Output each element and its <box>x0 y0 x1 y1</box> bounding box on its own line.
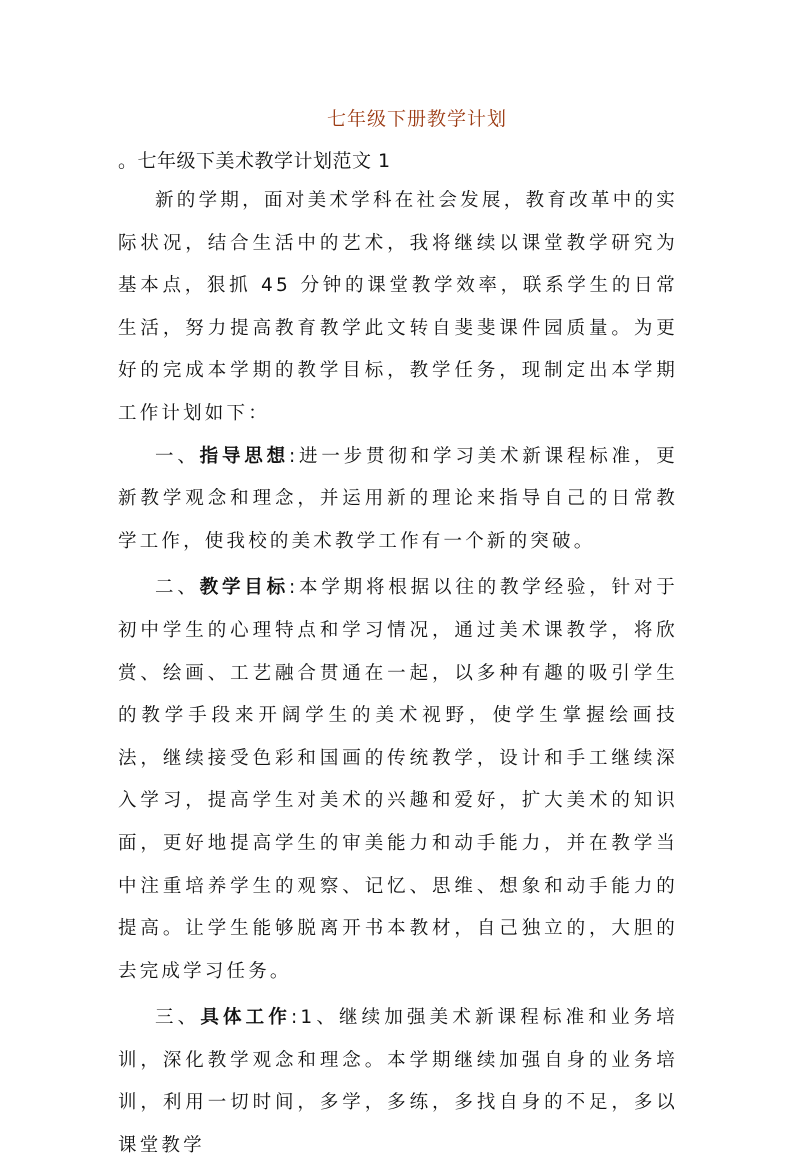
section-teaching-goals <box>118 567 678 993</box>
section-number: 一、 <box>155 445 200 467</box>
section-specific-work <box>118 997 678 1167</box>
section-number: 二、 <box>155 577 200 599</box>
document-subtitle: 。七年级下美术教学计划范文 1 <box>118 150 391 172</box>
section-number: 三、 <box>155 1007 201 1029</box>
section-text: :1、继续加强美术新课程标准和业务培训，深化教学观念和理念。本学期继续加强自身的业务培训，利用一切时间，多学，多练，多找自身的不足，多以课堂教学 <box>118 1007 678 1157</box>
document-title: 七年级下册教学计划 <box>326 108 507 130</box>
section-heading: 教学目标 <box>199 577 289 599</box>
section-text: :本学期将根据以往的教学经验，针对于初中学生的心理特点和学习情况，通过美术课教学，将欣赏、绘画、工艺融合贯通在一起，以多种有趣的吸引学生的教学手段来开阔学生的美术视野，使学生掌握绘画技法，继续接受色彩和国画的传统教学，设计和手工继续深入学习，提高学生对美术的兴趣和爱好，扩大美术的知识面，更好地提高学生的审美能力和动手能力，并在教学当中注重培养学生的观察、记忆、思维、想象和动手能力的提高。让学生能够脱离开书本教材，自己独立的，大胆的去完成学习任务。 <box>118 577 678 982</box>
section-text: :进一步贯彻和学习美术新课程标准，更新教学观念和理念，并运用新的理论来指导自己的日常教学工作，使我校的美术教学工作有一个新的突破。 <box>118 445 678 552</box>
section-heading: 具体工作 <box>200 1007 291 1029</box>
document-body <box>118 180 678 1168</box>
intro-paragraph-text: 新的学期，面对美术学科在社会发展，教育改革中的实际状况，结合生活中的艺术，我将继续以课堂教学研究为基本点，狠抓 45 分钟的课堂教学效率，联系学生的日常生活，努力提高教育教学此文转自斐斐课件园质量。为更好的完成本学期的教学目标，教学任务，现制定出本学期工作计划如下： <box>118 190 678 424</box>
intro-paragraph <box>118 180 678 436</box>
section-guiding-thought <box>118 436 678 564</box>
section-heading: 指导思想 <box>199 445 289 467</box>
